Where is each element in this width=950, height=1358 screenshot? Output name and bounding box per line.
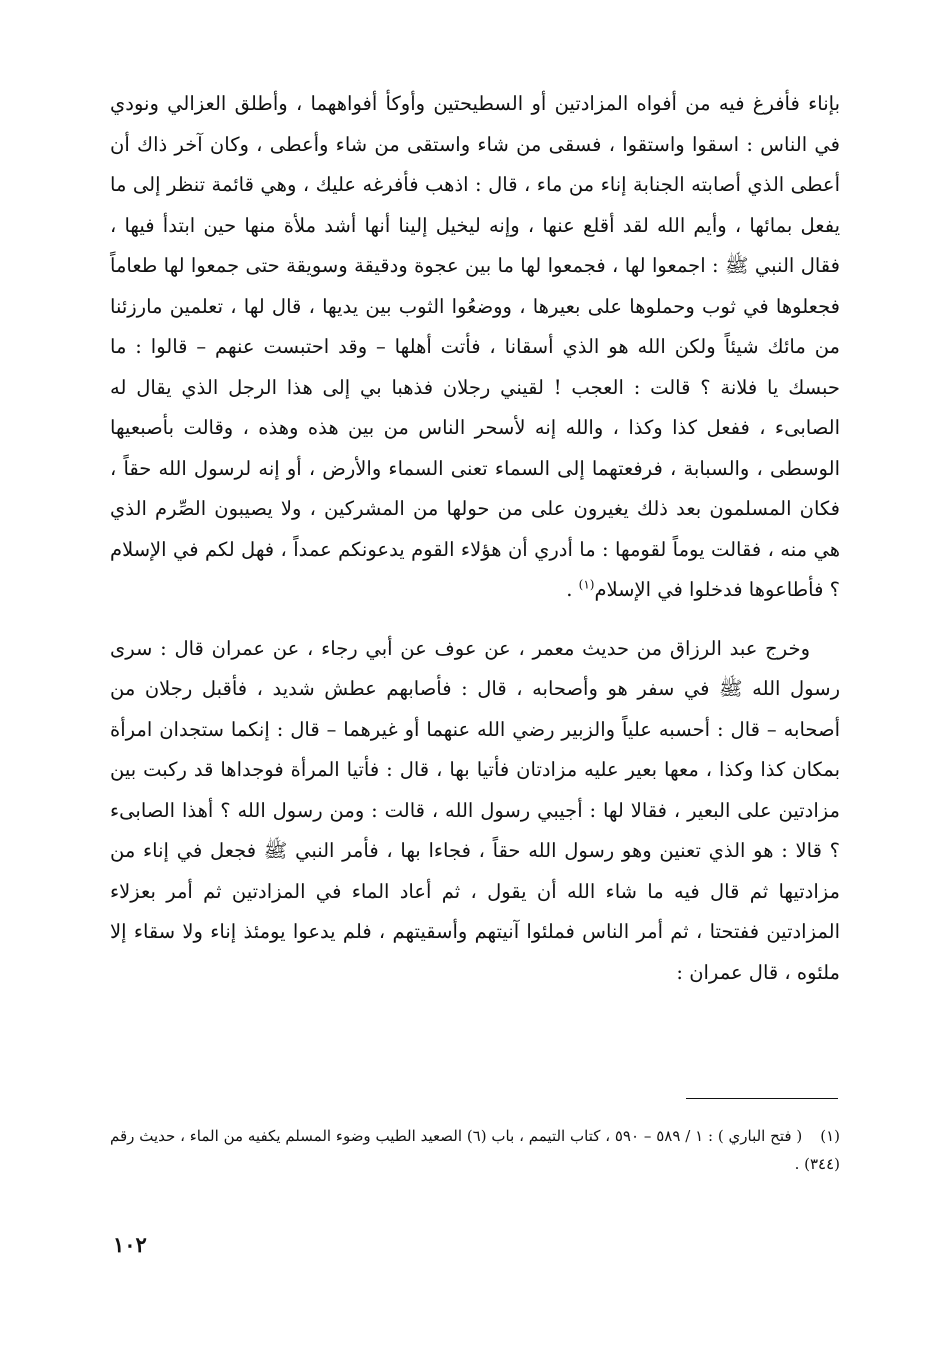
footnote-divider (686, 1098, 838, 1099)
footnote (110, 1122, 840, 1178)
footnote-reference: (١) (578, 577, 595, 592)
page-number: ١٠٢ (113, 1232, 147, 1257)
footnote-marker: (١) (820, 1127, 840, 1145)
main-text-body (110, 84, 840, 993)
paragraph-1-end: . (566, 578, 579, 601)
footnote-text: ( فتح الباري ) : ١ / ٥٨٩ – ٥٩٠ ، كتاب التيمم ، باب (٦) الصعيد الطيب وضوء المسلم يكفيه من الماء ، حديث رقم (٣٤٤) . (110, 1127, 840, 1173)
paragraph-2: وخرج عبد الرزاق من حديث معمر ، عن عوف عن أبي رجاء ، عن عمران قال : سرى رسول الله ﷺ في سفر هو وأصحابه ، قال : فأصابهم عطش شديد ، فأقبل رجلان من أصحابه – قال : أحسبه علياً والزبير رضي الله عنهما أو غيرهما – قال : إنكما ستجدان امرأة بمكان كذا وكذا ، معها بعير عليه مزادتان فأتيا بها ، قال : فأتيا المرأة فوجداها قد ركبت بين مزادتين على البعير ، فقالا لها : أجيبي رسول الله ، قالت : ومن رسول الله ؟ أهذا الصابىء ؟ قالا : هو الذي تعنين وهو رسول الله حقاً ، فجاءا بها ، فأمر النبي ﷺ فجعل في إناء من مزادتيها ثم قال فيه ما شاء الله أن يقول ، ثم أعاد الماء في المزادتين ثم أمر بعزلاء المزادتين ففتحتا ، ثم أمر الناس فملئوا آنيتهم وأسقيتهم ، فلم يدعوا يومئذ إناء ولا سقاء إلا ملئوه ، قال عمران : (110, 636, 840, 984)
paragraph-1-text: بإناء فأفرغ فيه من أفواه المزادتين أو السطيحتين وأوكأ أفواههما ، وأطلق العزالي ونودي في الناس : اسقوا واستقوا ، فسقى من شاء واستقى من شاء وأعطى ، وكان آخر ذاك أن أعطى الذي أصابته الجنابة إناء من ماء ، قال : اذهب فأفرغه عليك ، وهي قائمة تنظر إلى ما يفعل بمائها ، وأيم الله لقد أقلع عنها ، وإنه ليخيل إلينا أنها أشد ملأة منها حين ابتدأ فيها ، فقال النبي ﷺ : اجمعوا لها ، فجمعوا لها ما بين عجوة ودقيقة وسويقة حتى جمعوا لها طعاماً فجعلوها في ثوب وحملوها على بعيرها ، ووضعُوا الثوب بين يديها ، قال لها ، تعلمين مارزئنا من مائك شيئاً ولكن الله هو الذي أسقانا ، فأتت أهلها – وقد احتبست عنهم – قالوا : ما حبسك يا فلانة ؟ قالت : العجب ! لقيني رجلان فذهبا بي إلى هذا الرجل الذي يقال له الصابىء ، ففعل كذا وكذا ، والله إنه لأسحر الناس من بين هذه وهذه ، وقالت بأصبعيها الوسطى ، والسبابة ، فرفعتهما إلى السماء تعنى السماء والأرض ، أو إنه لرسول الله حقاً ، فكان المسلمون بعد ذلك يغيرون على من حولها من المشركين ، ولا يصيبون الصِّرم الذي هي منه ، فقالت يوماً لقومها : ما أدري أن هؤلاء القوم يدعونكم عمداً ، فهل لكم في الإسلام ؟ فأطاعوها فدخلوا في الإسلام (110, 92, 840, 601)
paragraph-1 (110, 84, 840, 611)
